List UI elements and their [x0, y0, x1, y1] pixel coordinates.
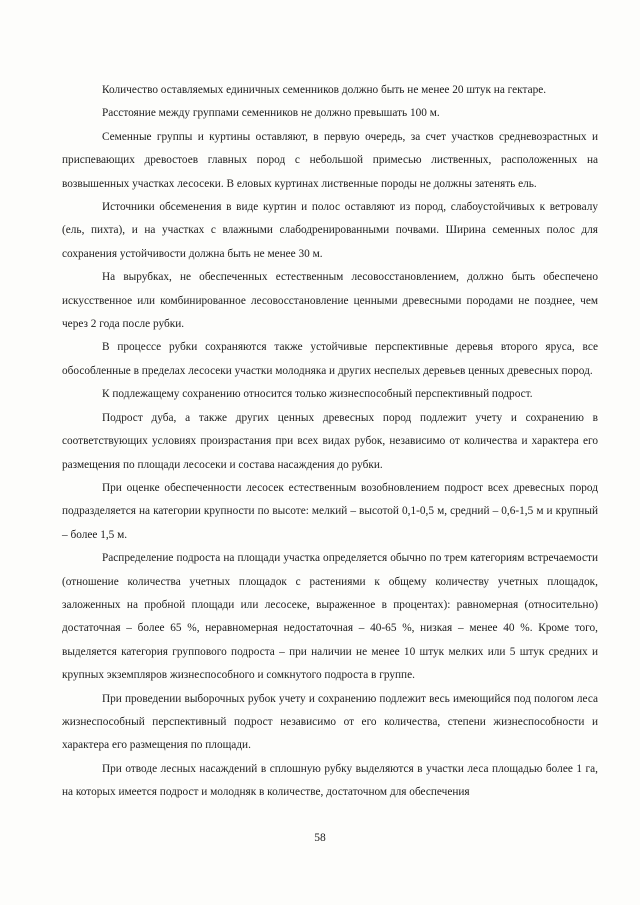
paragraph: Распределение подроста на площади участка определяется обычно по трем категориям встречаемости (отношение количества учетных площадок с растениями к общему количеству учетных площадок, заложенных на пробной площади или лесосеке, выраженное в процентах): равномерная (относительно) достаточная – более 65 %, неравномерная недостаточная – 40-65 %, низкая – менее 40 %. Кроме того, выделяется категория группового подроста – при наличии не менее 10 штук мелких или 5 штук средних и крупных экземпляров жизнеспособного и сомкнутого подроста в группе. [62, 552, 598, 682]
paragraph: На вырубках, не обеспеченных естественным лесовосстановлением, должно быть обеспечено искусственное или комбинированное лесовосстановление ценными древесными породами не позднее, чем через 2 года после рубки. [62, 271, 598, 331]
paragraph: Подрост дуба, а также других ценных древесных пород подлежит учету и сохранению в соответствующих условиях произрастания при всех видах рубок, независимо от количества и характера его размещения по площади лесосеки и состава насаждения до рубки. [62, 411, 598, 471]
paragraph: При отводе лесных насаждений в сплошную рубку выделяются в участки леса площадью более 1 га, на которых имеется подрост и молодняк в количестве, достаточном для обеспечения [62, 762, 598, 799]
paragraph: Количество оставляемых единичных семенников должно быть не менее 20 штук на гектаре. [102, 84, 547, 96]
paragraph: При проведении выборочных рубок учету и сохранению подлежит весь имеющийся под пологом леса жизнеспособный перспективный подрост независимо от его количества, степени жизнеспособности и характера его размещения по площади. [62, 692, 598, 752]
paragraph: Семенные группы и куртины оставляют, в первую очередь, за счет участков средневозрастных и приспевающих древостоев главных пород с небольшой примесью лиственных, расположенных на возвышенных участках лесосеки. В еловых куртинах лиственные породы не должны затенять ель. [62, 130, 598, 190]
paragraph: К подлежащему сохранению относится только жизнеспособный перспективный подрост. [102, 388, 533, 401]
page-number: 58 [314, 832, 326, 844]
paragraph: Расстояние между группами семенников не должно превышать 100 м. [102, 107, 440, 120]
paragraph: В процессе рубки сохраняются также устойчивые перспективные деревья второго яруса, все обособленные в пределах лесосеки участки молодняка и других неспелых деревьев ценных древесных пород. [62, 341, 598, 377]
page-content [62, 79, 598, 805]
paragraph: Источники обсеменения в виде куртин и полос оставляют из пород, слабоустойчивых к ветровалу (ель, пихта), и на участках с влажными слабодренированными почвами. Ширина семенных полос для сохранения устойчивости должна быть не менее 30 м. [62, 201, 598, 260]
paragraph: При оценке обеспеченности лесосек естественным возобновлением подрост всех древесных пород подразделяется на категории крупности по высоте: мелкий – высотой 0,1-0,5 м, средний – 0,6-1,5 м и крупный – более 1,5 м. [62, 481, 598, 541]
